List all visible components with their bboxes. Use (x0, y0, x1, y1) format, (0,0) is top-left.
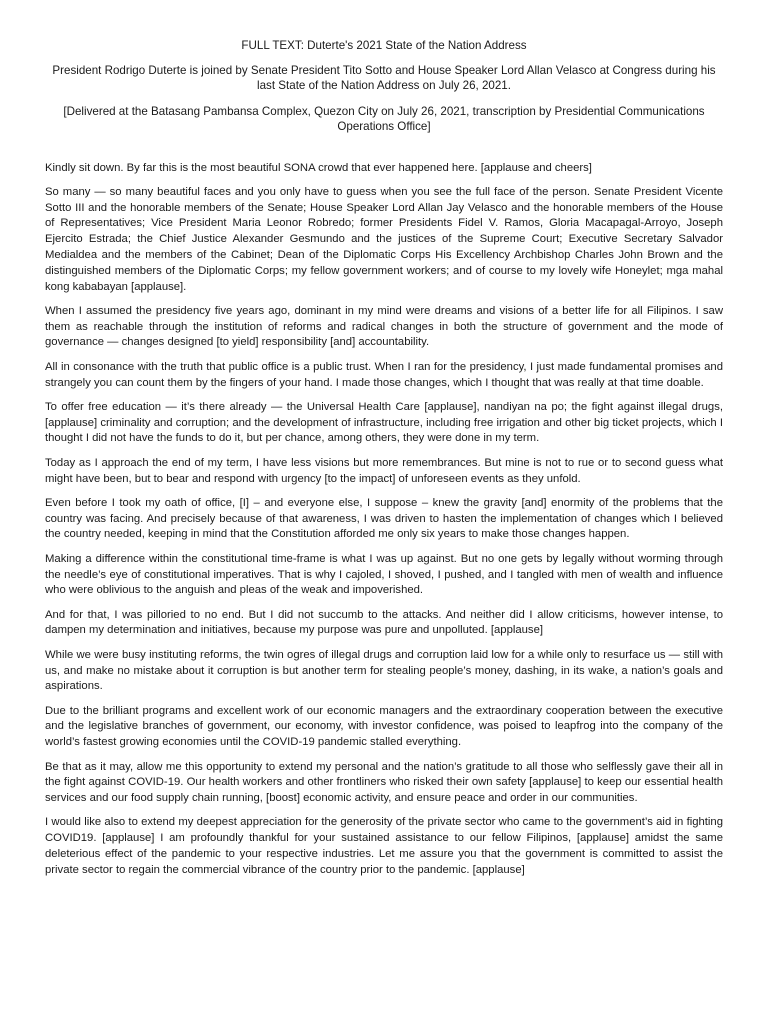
document-subtitle: President Rodrigo Duterte is joined by Senate President Tito Sotto and House Speaker Lord Allan Velasco at Congress during his last State of the Nation Address on July 26, 2021. (52, 63, 716, 92)
paragraph: So many — so many beautiful faces and you only have to guess when you see the full face of the person. Senate President Vicente Sotto III and the honorable members of the Senate; House Speaker Lord Allan Jay Velasco and the honorable members of the House of Representatives; Vice President Maria Leonor Robredo; former Presidents Fidel V. Ramos, Gloria Macapagal-Arroyo, Joseph Ejercito Estrada; the Chief Justice Alexander Gesmundo and the justices of the Supreme Court; Executive Secretary Salvador Medialdea and the members of the Cabinet; Dean of the Diplomatic Corps His Excellency Archbishop Charles John Brown and the distinguished members of the Diplomatic Corps; my fellow government workers; and of course to my lovely wife Honeylet; mga mahal kong kababayan [applause]. (45, 185, 723, 293)
paragraph: Making a difference within the constitutional time-frame is what I was up against. But no one gets by legally without worming through the needle’s eye of constitutional imperatives. That is why I cajoled, I shoved, I pushed, and I tangled with men of wealth and influence who were oblivious to the anguish and pleas of the weak and impoverished. (45, 552, 723, 597)
speech-body (45, 161, 723, 879)
document-title: FULL TEXT: Duterte's 2021 State of the Nation Address (241, 39, 527, 52)
paragraph: All in consonance with the truth that public office is a public trust. When I ran for the presidency, I just made fundamental promises and strangely you can count them by the fingers of your hand. I made those changes, which I thought that was really at that time doable. (45, 360, 723, 389)
paragraph: Be that as it may, allow me this opportunity to extend my personal and the nation’s gratitude to all those who selflessly gave their all in the fight against COVID-19. Our health workers and other frontliners who risked their own safety [applause] to keep our essential health services and our food supply chain running, [boost] economic activity, and ensure peace and order in our communities. (45, 760, 723, 805)
paragraph: Even before I took my oath of office, [I] – and everyone else, I suppose – knew the gravity [and] enormity of the problems that the country was facing. And precisely because of that awareness, I was driven to hasten the implementation of changes which I believed the country needed, keeping in mind that the Constitution afforded me only six years to make those changes happen. (45, 496, 723, 541)
paragraph: I would like also to extend my deepest appreciation for the generosity of the private sector who came to the government’s aid in fighting COVID19. [applause] I am profoundly thankful for your sustained assistance to our fellow Filipinos, [applause] amidst the same deleterious effect of the pandemic to your respective industries. Let me assure you that the government is committed to assist the private sector to regain the commercial vibrance of the country prior to the pandemic. [applause] (45, 816, 723, 876)
paragraph: While we were busy instituting reforms, the twin ogres of illegal drugs and corruption laid low for a while only to resurface us — still with us, and make no mistake about it corruption is but another term for stealing people’s money, dashing, in its wake, a nation’s goals and aspirations. (45, 648, 723, 693)
paragraph: And for that, I was pilloried to no end. But I did not succumb to the attacks. And neither did I allow criticisms, however intense, to dampen my determination and initiatives, because my purpose was pure and unpolluted. [applause] (45, 608, 723, 637)
paragraph: Due to the brilliant programs and excellent work of our economic managers and the extraordinary cooperation between the executive and the legislative branches of government, our economy, with investor confidence, was poised to leapfrog into the company of the world’s fastest growing economies until the COVID-19 pandemic stalled everything. (45, 704, 723, 749)
paragraph: To offer free education — it’s there already — the Universal Health Care [applause], nandiyan na po; the fight against illegal drugs, [applause] criminality and corruption; and the development of infrastructure, including free irrigation and other big ticket projects, which I thought I did not have the funds to do it, but per chance, among others, they were done in my term. (45, 400, 723, 445)
document-header (45, 38, 723, 135)
paragraph: Today as I approach the end of my term, I have less visions but more remembrances. But mine is not to rue or to second guess what might have been, but to bear and respond with urgency [to the impact] of unforeseen events as they unfold. (45, 456, 723, 485)
paragraph: Kindly sit down. By far this is the most beautiful SONA crowd that ever happened here. [applause and cheers] (45, 161, 592, 174)
paragraph: When I assumed the presidency five years ago, dominant in my mind were dreams and visions of a better life for all Filipinos. I saw them as reachable through the institution of reforms and radical changes in both the structure of government and the mode of governance — changes designed [to yield] responsibility [and] accountability. (45, 304, 723, 349)
delivery-note: [Delivered at the Batasang Pambansa Complex, Quezon City on July 26, 2021, transcription by Presidential Communications Operations Office] (63, 104, 705, 133)
